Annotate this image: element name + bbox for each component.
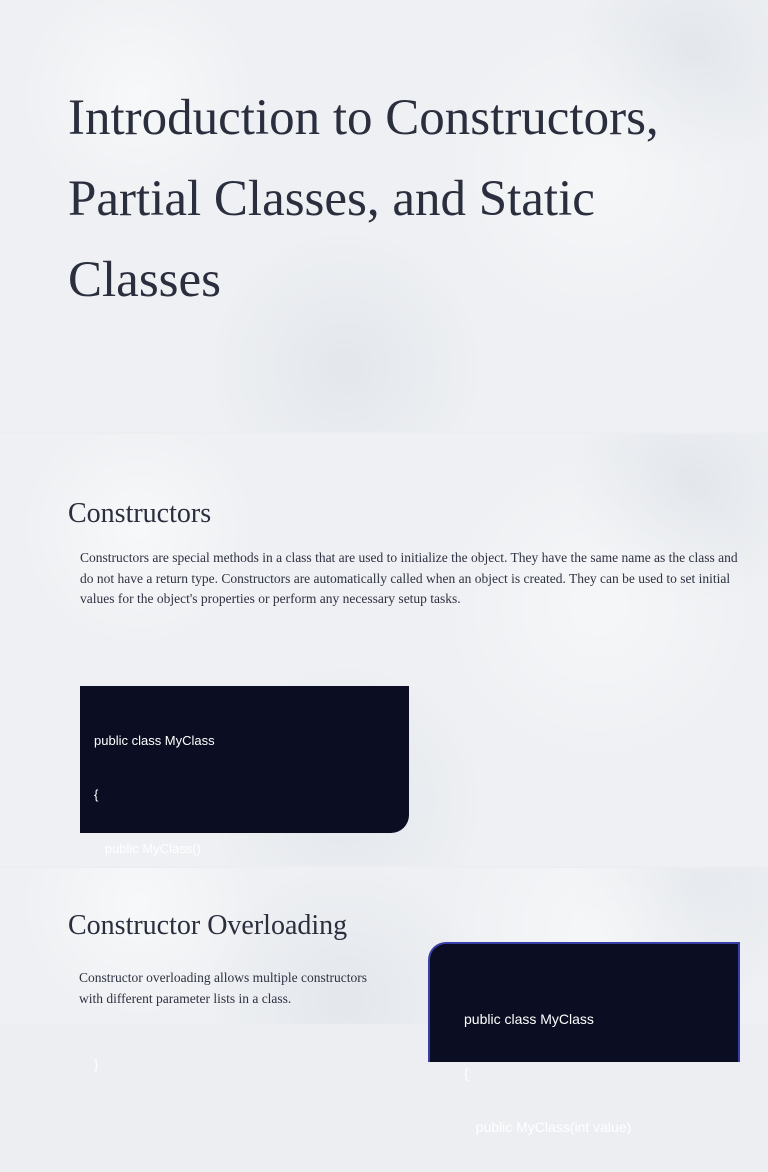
code-line: { — [464, 1065, 469, 1081]
code-line: public MyClass() — [94, 841, 201, 856]
constructor-overloading-slide — [0, 868, 768, 1135]
constructors-heading: Constructors — [68, 498, 212, 529]
constructors-description: Constructors are special methods in a class that are used to initialize the object. They have the same name as the class and do not have a return type. Constructors are automatically called when an object is created. They can be used to set initial values for the object's properties or perform any necessary setup tasks. — [80, 550, 738, 606]
constructor-overloading-description: Constructor overloading allows multiple constructors with different parameter lists in a class. — [79, 970, 367, 1006]
code-line: public MyClass(int value) — [464, 1119, 632, 1135]
title-slide — [0, 0, 768, 432]
presentation-title: Introduction to Constructors, Partial Classes, and Static Classes — [68, 90, 659, 308]
code-line: public class MyClass — [94, 733, 215, 748]
code-line: public class MyClass — [464, 1011, 594, 1027]
overloading-code-block — [428, 942, 740, 1135]
code-line: } — [94, 1057, 99, 1072]
constructor-overloading-heading: Constructor Overloading — [68, 910, 348, 941]
code-line: { — [94, 787, 99, 802]
